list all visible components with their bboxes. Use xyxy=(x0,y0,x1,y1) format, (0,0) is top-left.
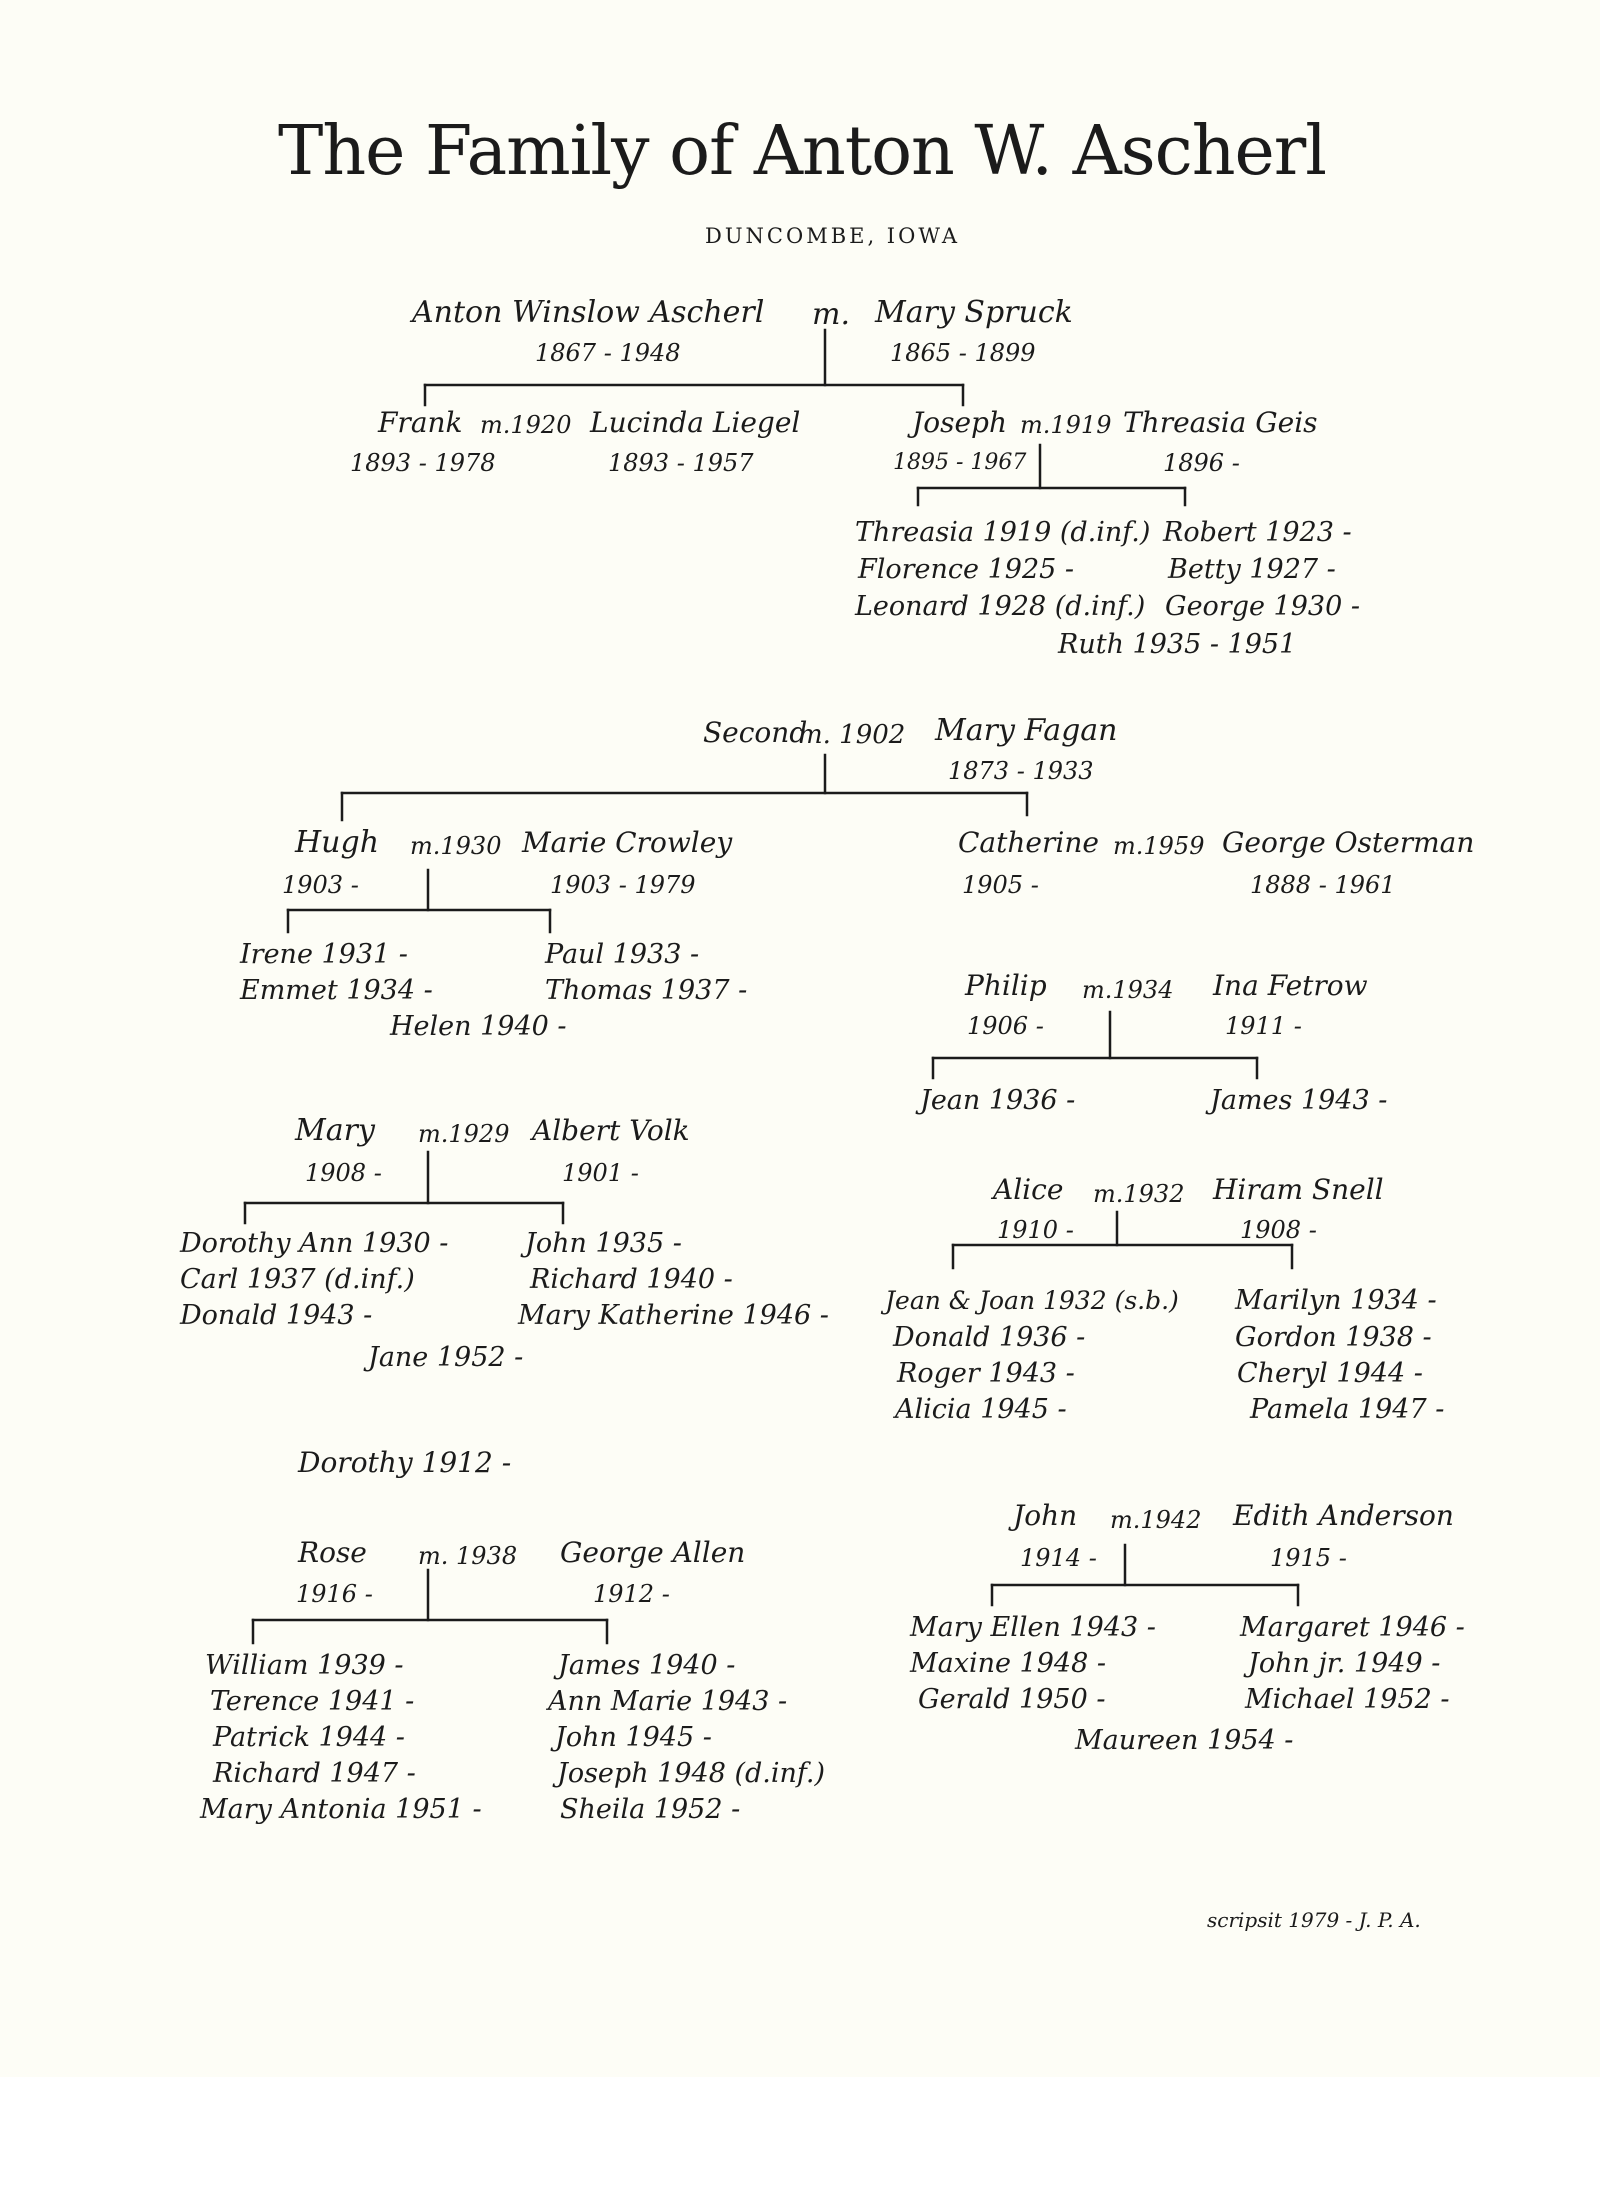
child-entry: Emmet 1934 - xyxy=(240,975,433,1006)
joseph-years: 1895 - 1967 xyxy=(893,450,1027,475)
philip-spouse-years: 1911 - xyxy=(1225,1012,1302,1040)
child-entry: Paul 1933 - xyxy=(545,939,700,970)
catherine-spouse-years: 1888 - 1961 xyxy=(1250,871,1396,899)
joseph-name: Joseph xyxy=(912,406,1007,439)
child-entry: Florence 1925 - xyxy=(858,554,1074,585)
mary-name: Mary xyxy=(295,1113,375,1148)
rose-name: Rose xyxy=(298,1536,367,1569)
rose-spouse-name: George Allen xyxy=(560,1536,746,1569)
hugh-spouse-name: Marie Crowley xyxy=(522,826,733,859)
joseph-spouse-name: Threasia Geis xyxy=(1123,406,1318,439)
child-entry: Carl 1937 (d.inf.) xyxy=(180,1264,415,1295)
child-entry: Michael 1952 - xyxy=(1245,1684,1450,1715)
child-entry: John 1935 - xyxy=(525,1228,682,1259)
child-entry: Ruth 1935 - 1951 xyxy=(1058,629,1297,660)
hugh-marriage: m.1930 xyxy=(410,832,502,860)
child-entry: Mary Katherine 1946 - xyxy=(518,1300,829,1331)
john-name: John xyxy=(1013,1499,1078,1532)
john-spouse-name: Edith Anderson xyxy=(1233,1499,1454,1532)
second-spouse-years: 1873 - 1933 xyxy=(948,757,1094,785)
child-entry: Maxine 1948 - xyxy=(910,1648,1106,1679)
child-entry: Thomas 1937 - xyxy=(545,975,748,1006)
alice-spouse-name: Hiram Snell xyxy=(1213,1173,1384,1206)
child-entry: Alicia 1945 - xyxy=(895,1394,1067,1425)
rose-spouse-years: 1912 - xyxy=(593,1580,670,1608)
patriarch-spouse-years: 1865 - 1899 xyxy=(890,339,1036,367)
child-entry: Pamela 1947 - xyxy=(1250,1394,1445,1425)
child-entry: Mary Ellen 1943 - xyxy=(910,1612,1156,1643)
child-entry: John 1945 - xyxy=(555,1722,712,1753)
child-entry: Richard 1940 - xyxy=(530,1264,733,1295)
alice-name: Alice xyxy=(993,1173,1064,1206)
child-entry: Mary Antonia 1951 - xyxy=(200,1794,482,1825)
dorothy-entry: Dorothy 1912 - xyxy=(298,1446,512,1479)
child-entry: Sheila 1952 - xyxy=(560,1794,741,1825)
child-entry: Maureen 1954 - xyxy=(1075,1725,1294,1756)
child-entry: Richard 1947 - xyxy=(213,1758,416,1789)
child-entry: Gordon 1938 - xyxy=(1235,1322,1432,1353)
child-entry: Marilyn 1934 - xyxy=(1235,1285,1437,1316)
second-spouse-name: Mary Fagan xyxy=(935,713,1118,748)
catherine-name: Catherine xyxy=(958,826,1099,859)
child-entry: Donald 1943 - xyxy=(180,1300,373,1331)
john-marriage: m.1942 xyxy=(1110,1506,1202,1534)
child-entry: Helen 1940 - xyxy=(390,1011,567,1042)
catherine-years: 1905 - xyxy=(962,871,1039,899)
child-entry: Jane 1952 - xyxy=(368,1342,524,1373)
child-entry: Betty 1927 - xyxy=(1168,554,1336,585)
john-years: 1914 - xyxy=(1020,1544,1097,1572)
hugh-spouse-years: 1903 - 1979 xyxy=(550,871,696,899)
child-entry: William 1939 - xyxy=(205,1650,404,1681)
child-entry: John jr. 1949 - xyxy=(1248,1648,1441,1679)
scribe-signature: scripsit 1979 - J. P. A. xyxy=(1207,1908,1421,1932)
patriarch-years: 1867 - 1948 xyxy=(535,339,681,367)
philip-name: Philip xyxy=(965,969,1047,1002)
child-entry: Jean & Joan 1932 (s.b.) xyxy=(885,1286,1179,1315)
mary-spouse-years: 1901 - xyxy=(562,1159,639,1187)
hugh-name: Hugh xyxy=(295,825,380,860)
child-entry: James 1943 - xyxy=(1210,1085,1388,1116)
frank-name: Frank xyxy=(378,406,463,439)
page-title: The Family of Anton W. Ascherl xyxy=(278,112,1327,191)
child-entry: Terence 1941 - xyxy=(210,1686,415,1717)
child-entry: Donald 1936 - xyxy=(893,1322,1086,1353)
joseph-marriage: m.1919 xyxy=(1020,411,1112,439)
alice-marriage: m.1932 xyxy=(1093,1180,1185,1208)
child-entry: George 1930 - xyxy=(1165,591,1360,622)
child-entry: Dorothy Ann 1930 - xyxy=(180,1228,449,1259)
frank-spouse-name: Lucinda Liegel xyxy=(590,406,801,439)
child-entry: Leonard 1928 (d.inf.) xyxy=(855,591,1146,622)
child-entry: Patrick 1944 - xyxy=(213,1722,405,1753)
alice-years: 1910 - xyxy=(997,1216,1074,1244)
philip-spouse-name: Ina Fetrow xyxy=(1213,969,1368,1002)
child-entry: Threasia 1919 (d.inf.) xyxy=(855,517,1151,548)
frank-years: 1893 - 1978 xyxy=(350,449,496,477)
second-marriage-label: Second xyxy=(703,716,808,749)
child-entry: James 1940 - xyxy=(558,1650,736,1681)
mary-years: 1908 - xyxy=(305,1159,382,1187)
patriarch-spouse-name: Mary Spruck xyxy=(875,295,1073,330)
child-entry: Roger 1943 - xyxy=(897,1358,1075,1389)
rose-years: 1916 - xyxy=(296,1580,373,1608)
frank-spouse-years: 1893 - 1957 xyxy=(608,449,754,477)
child-entry: Ann Marie 1943 - xyxy=(548,1686,788,1717)
child-entry: Irene 1931 - xyxy=(240,939,408,970)
second-marriage-year: m. 1902 xyxy=(798,720,906,750)
child-entry: Robert 1923 - xyxy=(1163,517,1352,548)
patriarch-marriage: m. xyxy=(812,297,850,332)
alice-spouse-years: 1908 - xyxy=(1240,1216,1317,1244)
child-entry: Joseph 1948 (d.inf.) xyxy=(557,1758,826,1789)
hugh-years: 1903 - xyxy=(282,871,359,899)
mary-marriage: m.1929 xyxy=(418,1120,510,1148)
child-entry: Margaret 1946 - xyxy=(1240,1612,1465,1643)
patriarch-name: Anton Winslow Ascherl xyxy=(412,295,765,330)
child-entry: Jean 1936 - xyxy=(920,1085,1076,1116)
philip-marriage: m.1934 xyxy=(1082,976,1174,1004)
catherine-marriage: m.1959 xyxy=(1113,832,1205,860)
catherine-spouse-name: George Osterman xyxy=(1222,826,1475,859)
joseph-spouse-years: 1896 - xyxy=(1163,449,1240,477)
rose-marriage: m. 1938 xyxy=(418,1542,518,1570)
mary-spouse-name: Albert Volk xyxy=(532,1114,690,1147)
john-spouse-years: 1915 - xyxy=(1270,1544,1347,1572)
child-entry: Cheryl 1944 - xyxy=(1237,1358,1423,1389)
frank-marriage: m.1920 xyxy=(480,411,572,439)
place-subtitle: DUNCOMBE, IOWA xyxy=(705,224,961,248)
child-entry: Gerald 1950 - xyxy=(918,1684,1106,1715)
philip-years: 1906 - xyxy=(967,1012,1044,1040)
